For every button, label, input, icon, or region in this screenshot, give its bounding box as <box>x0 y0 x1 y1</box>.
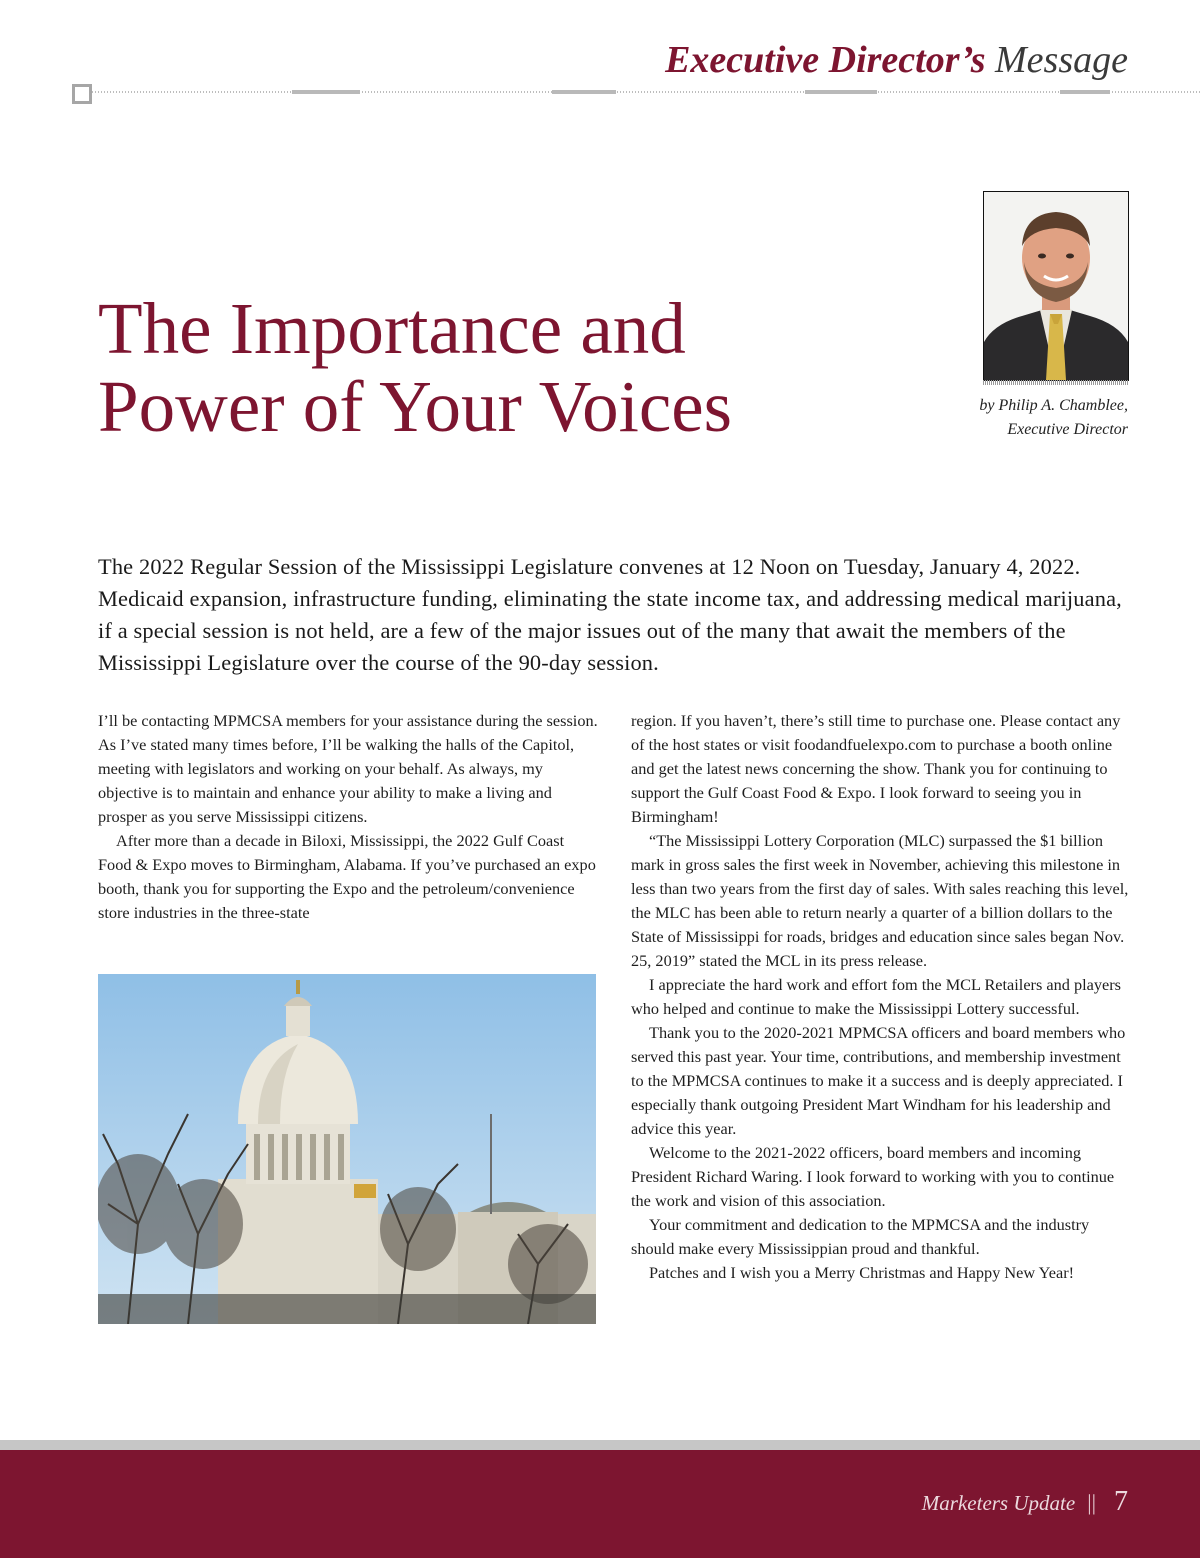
body-paragraph: I’ll be contacting MPMCSA members for your assistance during the session. As I’ve stated many times before, I’ll be walking the halls of the Capitol, meeting with legislators and working on your behalf. As always, my objective is to maintain and enhance your ability to make a living and prosper as you serve Mississippi citizens. <box>98 711 598 826</box>
body-paragraph: Patches and I wish you a Merry Christmas and Happy New Year! <box>649 1263 1075 1282</box>
section-header-bold: Executive Director’s <box>665 39 986 81</box>
body-paragraph: After more than a decade in Biloxi, Mississippi, the 2022 Gulf Coast Food & Expo moves to Birmingham, Alabama. If you’ve purchased an expo booth, thank you for supporting the Expo and the petroleum/convenience store industries in the three-state <box>98 831 596 922</box>
body-paragraph: “The Mississippi Lottery Corporation (MLC) surpassed the $1 billion mark in gross sales the first week in November, achieving this milestone in less than two years from the first day of sales. With sales reaching this level, the MLC has been able to return nearly a quarter of a billion dollars to the State of Mississippi for roads, bridges and education since sales began Nov. 25, 2019” stated the MCL in its press release. <box>631 831 1129 970</box>
byline-role: Executive Director <box>1007 421 1128 438</box>
section-header <box>665 36 1128 84</box>
body-paragraph: I appreciate the hard work and effort fom the MCL Retailers and players who helped and continue to make the Mississippi Lottery successful. <box>631 975 1121 1018</box>
lede-paragraph: The 2022 Regular Session of the Mississippi Legislature convenes at 12 Noon on Tuesday, January 4, 2022. Medicaid expansion, infrastructure funding, eliminating the state income tax, and addressing medical marijuana, if a special session is not held, are a few of the major issues out of the many that await the members of the Mississippi Legislature over the course of the 90-day session. <box>98 554 1122 675</box>
rule-marker <box>72 84 92 104</box>
body-paragraph: Your commitment and dedication to the MPMCSA and the industry should make every Mississippian proud and thankful. <box>631 1215 1090 1258</box>
rule-segment <box>292 90 360 94</box>
page-number: 7 <box>1114 1486 1128 1517</box>
left-column <box>98 709 598 925</box>
capitol-image <box>98 974 596 1324</box>
title-line-2: Power of Your Voices <box>98 366 733 447</box>
right-column <box>631 709 1131 1285</box>
body-paragraph: Welcome to the 2021-2022 officers, board members and incoming President Richard Waring. I look forward to working with you to continue the work and vision of this association. <box>631 1143 1115 1210</box>
rule-segment <box>805 90 877 94</box>
rule-segment <box>552 90 616 94</box>
byline <box>868 394 1128 442</box>
section-header-light: Message <box>995 39 1128 81</box>
portrait-fringe <box>983 380 1129 385</box>
portrait-image <box>984 192 1128 380</box>
byline-name: by Philip A. Chamblee, <box>979 397 1128 414</box>
capitol-photo <box>98 974 596 1324</box>
body-paragraph: Thank you to the 2020-2021 MPMCSA officers and board members who served this past year. Your time, contributions, and membership investment to the MPMCSA continues to make it a success and is deeply appreciated. I especially thank outgoing President Mart Windham for his leadership and advice this year. <box>631 1023 1126 1138</box>
footer-folio <box>922 1486 1128 1518</box>
body-paragraph: region. If you haven’t, there’s still time to purchase one. Please contact any of the host states or visit foodandfuelexpo.com to purchase a booth online and get the latest news concerning the show. Thank you for continuing to support the Gulf Coast Food & Expo. I look forward to seeing you in Birmingham! <box>631 711 1121 826</box>
header-rule <box>92 91 1200 93</box>
footer-gray-band <box>0 1440 1200 1450</box>
title-line-1: The Importance and <box>98 288 686 369</box>
rule-segment <box>1060 90 1110 94</box>
article-title <box>98 290 858 446</box>
publication-name: Marketers Update <box>921 1491 1076 1515</box>
folio-separator: || <box>1087 1490 1096 1515</box>
author-portrait <box>983 191 1129 381</box>
